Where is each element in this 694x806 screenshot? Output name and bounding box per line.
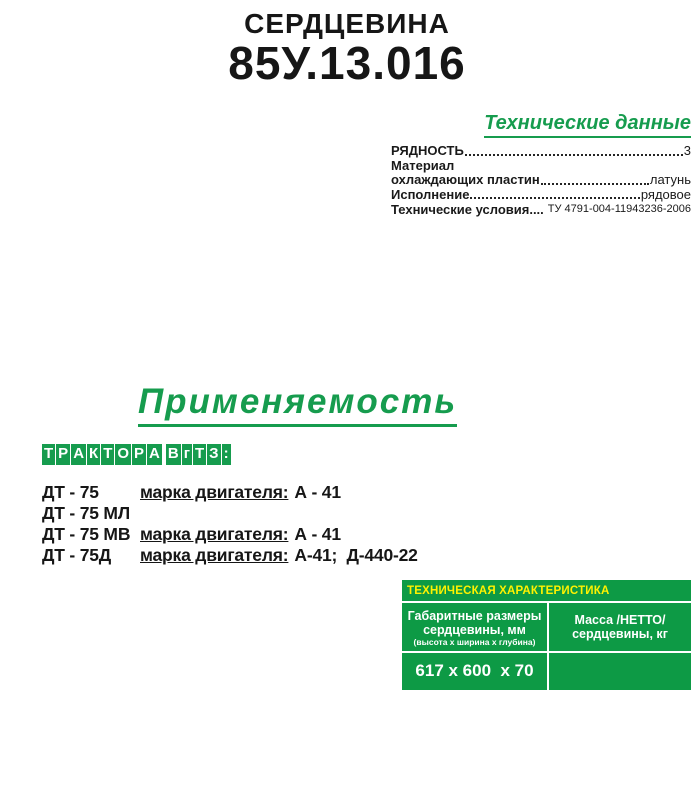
engine-label: марка двигателя: <box>140 482 289 502</box>
table-cell-mass <box>549 653 691 690</box>
list-item <box>42 545 418 566</box>
col-header-line: сердцевины, кг <box>572 627 668 641</box>
tractor-list <box>42 482 418 566</box>
technical-data-heading <box>391 112 691 138</box>
tech-label: Технические условия.... <box>391 202 544 217</box>
tech-value: ТУ 4791-004-11943236-2006 <box>547 203 691 215</box>
col-header-line: сердцевины, мм <box>423 623 526 637</box>
part-name: СЕРДЦЕВИНА <box>244 8 450 39</box>
tech-value: 3 <box>683 143 691 158</box>
tractor-model: ДТ - 75Д <box>42 545 112 565</box>
engine-label: марка двигателя: <box>140 545 289 565</box>
tech-value: рядовое <box>640 186 691 202</box>
tech-label: Исполнение <box>391 186 470 202</box>
applicability-heading-text: Применяемость <box>138 382 457 427</box>
dot-leader <box>541 183 649 185</box>
tech-label: охлаждающих пластин <box>391 172 540 187</box>
engine-value: А-41; Д-440-22 <box>294 545 418 565</box>
col-header-line: Габаритные размеры <box>407 609 542 623</box>
list-item <box>42 482 418 503</box>
tech-row-plates <box>391 173 691 188</box>
table-cell-dimensions: 617 х 600 х 70 <box>402 653 547 690</box>
tech-row-rows <box>391 144 691 159</box>
technical-data-section <box>391 112 691 218</box>
page-title <box>0 8 694 89</box>
tech-row-material <box>391 159 691 174</box>
tractor-model: ДТ - 75 МВ <box>42 524 131 544</box>
engine-value: А - 41 <box>294 524 341 544</box>
col-header-line: Масса /НЕТТО/ <box>574 613 666 627</box>
spec-table-title: ТЕХНИЧЕСКАЯ ХАРАКТЕРИСТИКА <box>402 580 691 601</box>
tractor-model: ДТ - 75 МЛ <box>42 503 130 523</box>
engine-value: А - 41 <box>294 482 341 502</box>
dot-leader <box>470 197 639 199</box>
spec-col-header-mass <box>549 603 691 651</box>
list-item <box>42 503 418 524</box>
tech-row-design <box>391 188 691 203</box>
tech-row-specs <box>391 202 691 218</box>
applicability-heading <box>138 382 457 427</box>
spec-col-header-dimensions <box>402 603 547 651</box>
tractor-model: ДТ - 75 <box>42 482 99 502</box>
engine-label: марка двигателя: <box>140 524 289 544</box>
tech-label: РЯДНОСТЬ <box>391 143 464 158</box>
part-number: 85У.13.016 <box>228 37 466 89</box>
list-item <box>42 524 418 545</box>
tractor-group-label: Т Р А К Т О Р А В г Т З : <box>42 444 232 465</box>
dot-leader <box>465 154 683 156</box>
spec-table <box>402 580 691 690</box>
tech-label: Материал <box>391 157 455 173</box>
technical-data-heading-text: Технические данные <box>484 112 691 138</box>
tech-value: латунь <box>649 172 691 187</box>
col-header-note: (высота х ширина х глубина) <box>413 637 536 647</box>
